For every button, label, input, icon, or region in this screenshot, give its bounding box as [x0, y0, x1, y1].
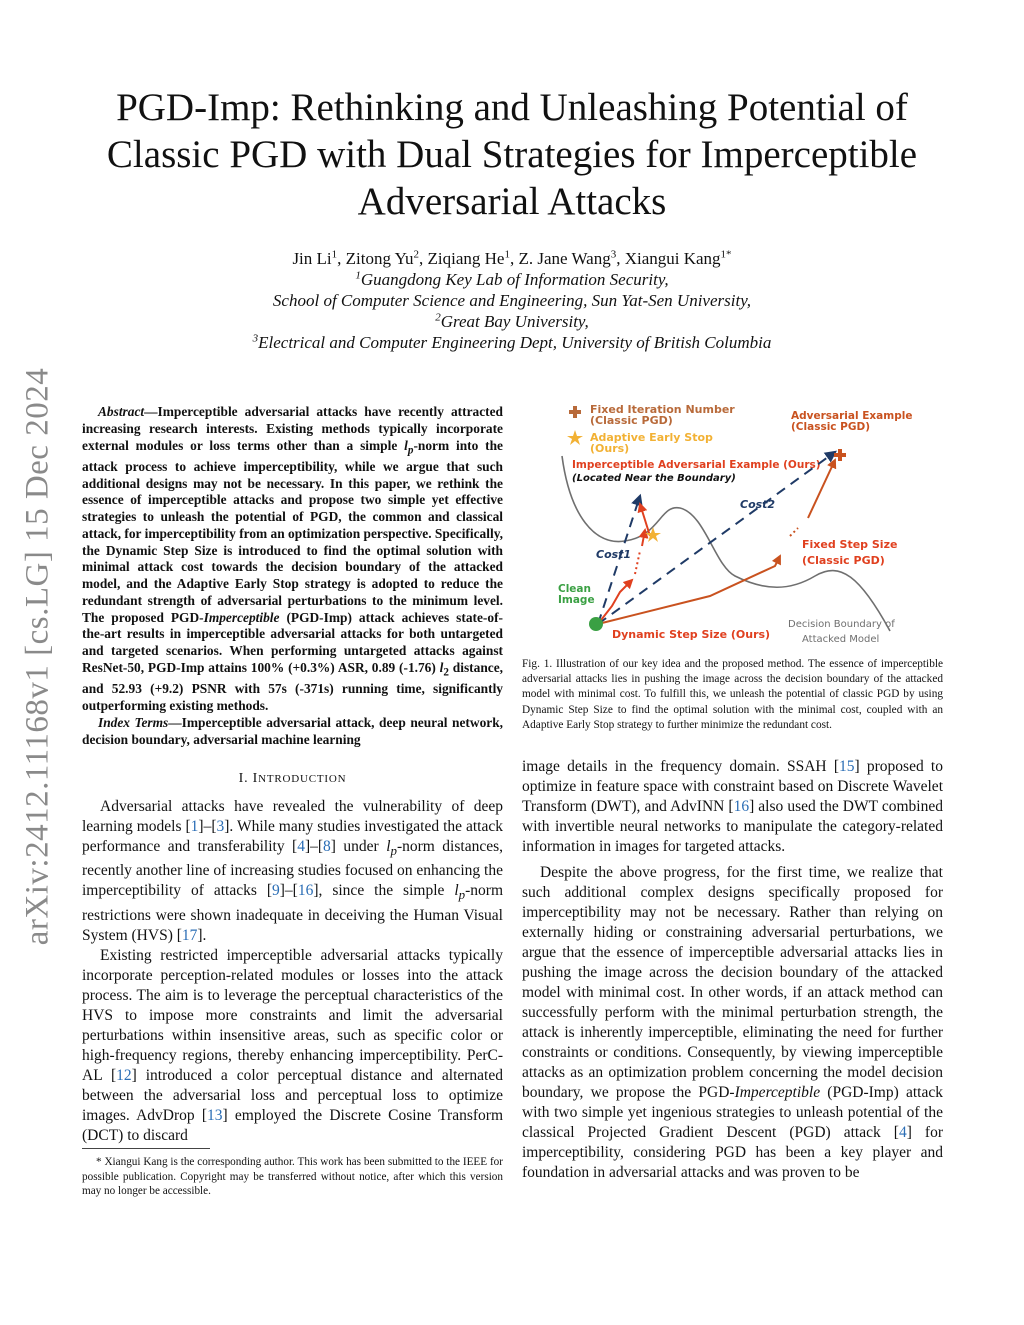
- citation-link[interactable]: 8: [323, 838, 331, 856]
- clean-label: Clean: [558, 583, 591, 595]
- figure-1: [540, 396, 930, 654]
- fixed-step-path: [598, 556, 780, 624]
- boundary-sub: Attacked Model: [802, 634, 880, 645]
- section-heading: I. INTRODUCTION: [238, 771, 347, 787]
- paper-title: [60, 84, 964, 225]
- fixed-iteration-icon: [569, 406, 581, 418]
- footnote: [82, 1148, 503, 1199]
- citation-link[interactable]: 15: [839, 758, 855, 775]
- citation-link[interactable]: 16: [733, 798, 750, 815]
- boundary-label: Decision Boundary of: [788, 619, 895, 630]
- footnote-text: * Xiangui Kang is the corresponding author. This work has been submitted to the IEEE for possible publication. Copyright may be transferred without notice, after which this version may no longer be accessible.: [82, 1156, 503, 1197]
- author-list: Jin Li$^1$, Zitong Yu$^2$, Ziqiang He$^1$, Z. Jane Wang$^3$, Xiangui Kang$^{1*}$: [292, 248, 732, 268]
- citation-link[interactable]: 12: [116, 1066, 132, 1084]
- title-line: PGD-Imp: Rethinking and Unleashing Potential of: [116, 86, 908, 129]
- abstract: [82, 404, 503, 748]
- paragraph: Adversarial attacks have revealed the vulnerability of deep learning models [1]–[3]. While many studies investigated the attack performance and transferability [4]–[8] under $l_p$-norm distances, recently another line of increasing studies focused on enhancing the imperceptibility of attacks [9]–[16], since the simple $l_p$-norm restrictions were shown inadequate in deceiving the Human Visual System (HVS) [17].: [82, 798, 504, 944]
- paragraph: Existing restricted imperceptible adversarial attacks typically incorporate perception-related modules or losses into the attack process. The aim is to leverage the perceptual characteristics of the HVS to impose more constraints and limit the adversarial perturbations within insensitive areas, such as specific color or high-frequency regions, thereby enhancing imperceptibility. PerC-AL [12] introduced a color perceptual distance and alternated between the adversarial loss and perceptual loss to optimize images. AdvDrop [13] employed the Discrete Cosine Transform (DCT) to discard: [82, 946, 504, 1144]
- dynamic-step-dots: [635, 551, 640, 574]
- affiliation: School of Computer Science and Engineering, Sun Yat-Sen University,: [272, 291, 752, 310]
- cost2-label: Cost2: [740, 498, 776, 511]
- citation-link[interactable]: 4: [297, 838, 305, 856]
- fixed-step-label: Fixed Step Size: [802, 538, 898, 551]
- dynamic-step-label: Dynamic Step Size (Ours): [612, 628, 771, 641]
- legend-early-stop: Adaptive Early Stop: [590, 431, 713, 444]
- legend-fixed-iteration-sub: (Classic PGD): [590, 414, 673, 427]
- section-body: [82, 797, 503, 1145]
- early-stop-star-icon: [567, 430, 583, 445]
- citation-link[interactable]: 1: [190, 818, 199, 836]
- adversarial-example-icon: [834, 449, 846, 461]
- clean-image-point: [589, 617, 603, 631]
- citation-link[interactable]: 9: [272, 882, 280, 900]
- author-block: [60, 248, 964, 353]
- paragraph: Despite the above progress, for the first time, we realize that such additional complex designs specifically proposed for imperceptibility may not be necessary. Rather than relying on externally hiding or constraining adversarial perturbations, we argue that the essence of imperceptible adversarial attacks lies in pushing the image across the decision boundary of the attacked model with minimal cost. In other words, if an attack method can successfully perform with the minimal perturbation strength, the attack is inherently imperceptible, eliminating the need for further constraints or conditions. Consequently, by viewing imperceptible attacks as an optimization problem concerning the model decision boundary, we propose the PGD-Imperceptible (PGD-Imp) attack with two simple yet ingenious strategies to unleash potential of the classical Projected Gradient Descent (PGD) attack [4] for imperceptibility, considering PGD has been a key player and foundation in adversarial attacks and was proven to be: [522, 864, 943, 1181]
- arxiv-stamp: arXiv:2412.11168v1 [cs.LG] 15 Dec 2024: [19, 367, 56, 946]
- paragraph: image details in the frequency domain. SSAH [15] proposed to optimize in feature space with constraint based on Discrete Wavelet Transform (DWT), and AdvINN [16] also used the DWT combined with invertible neural networks to manipulate the category-related information in images for targeted attacks.: [522, 758, 943, 855]
- adv-example-sub: (Classic PGD): [791, 421, 870, 433]
- left-column: [82, 404, 503, 1146]
- affiliation: $^2$Great Bay University,: [435, 311, 589, 331]
- imp-example-label: Imperceptible Adversarial Example (Ours): [572, 459, 821, 471]
- citation-link[interactable]: 13: [207, 1106, 223, 1124]
- legend-fixed-iteration: Fixed Iteration Number: [590, 403, 735, 416]
- dynamic-step-next: [642, 530, 645, 546]
- affiliation: $^3$Electrical and Computer Engineering Dept, University of British Columbia: [252, 332, 772, 352]
- fixed-step-dots: [790, 528, 798, 536]
- clean-sub: Image: [558, 594, 595, 606]
- figure-caption: Fig. 1. Illustration of our key idea and the proposed method. The essence of imperceptible adversarial attacks lies in pushing the image across the decision boundary of the attacked model with minimal cost. To fulfill this, we unleash the potential of classic PGD by using Dynamic Step Size to find the optimal solution with the minimal cost, coupled with an Adaptive Early Stop strategy to further minimize the redundant cost.: [522, 658, 943, 731]
- fixed-step-sub: (Classic PGD): [802, 554, 885, 567]
- footnote-rule: [82, 1148, 210, 1149]
- affiliation: $^1$Guangdong Key Lab of Information Security,: [355, 269, 669, 289]
- right-column: [522, 757, 943, 1183]
- abstract-text: Abstract—Imperceptible adversarial attacks have recently attracted increasing research interests. Existing methods typically incorporate external modules or loss terms other than a simple $l_p$-norm into the attack process to achieve imperceptibility, while we argue that such additional designs may not be necessary. In this paper, we rethink the essence of imperceptible attacks and propose two simple yet effective strategies to unleash the potential of PGD, the common and classical attack, for imperceptibility from an optimization perspective. Specifically, the Dynamic Step Size is introduced to find the optimal solution with minimal attack cost towards the decision boundary of the attacked model, and the Adaptive Early Stop strategy is adopted to reduce the redundant strength of adversarial perturbations to the minimum level. The proposed PGD-Imperceptible (PGD-Imp) attack achieves state-of-the-art results in imperceptible adversarial attacks for both untargeted and targeted scenarios. When performing untargeted attacks against ResNet-50, PGD-Imp attains 100% (+0.3%) ASR, 0.89 (-1.76) $l_2$ distance, and 52.93 (+9.2) PSNR with 57s (-371s) running time, significantly outperforming existing methods.: [82, 404, 503, 714]
- citation-link[interactable]: 3: [216, 818, 225, 836]
- imp-example-sub: (Located Near the Boundary): [572, 473, 736, 484]
- index-terms: Index Terms—Imperceptible adversarial attack, deep neural network, decision boundary, adversarial machine learning: [82, 714, 503, 747]
- citation-link[interactable]: 4: [898, 1124, 907, 1141]
- title-line: Classic PGD with Dual Strategies for Imperceptible: [106, 133, 918, 176]
- figure-illustration: [540, 396, 930, 654]
- cost1-label: Cost1: [596, 548, 632, 561]
- title-line: Adversarial Attacks: [357, 180, 667, 223]
- adv-example-label: Adversarial Example: [791, 410, 913, 422]
- citation-link[interactable]: 16: [297, 882, 314, 900]
- citation-link[interactable]: 17: [181, 926, 198, 944]
- legend-early-stop-sub: (Ours): [590, 442, 630, 455]
